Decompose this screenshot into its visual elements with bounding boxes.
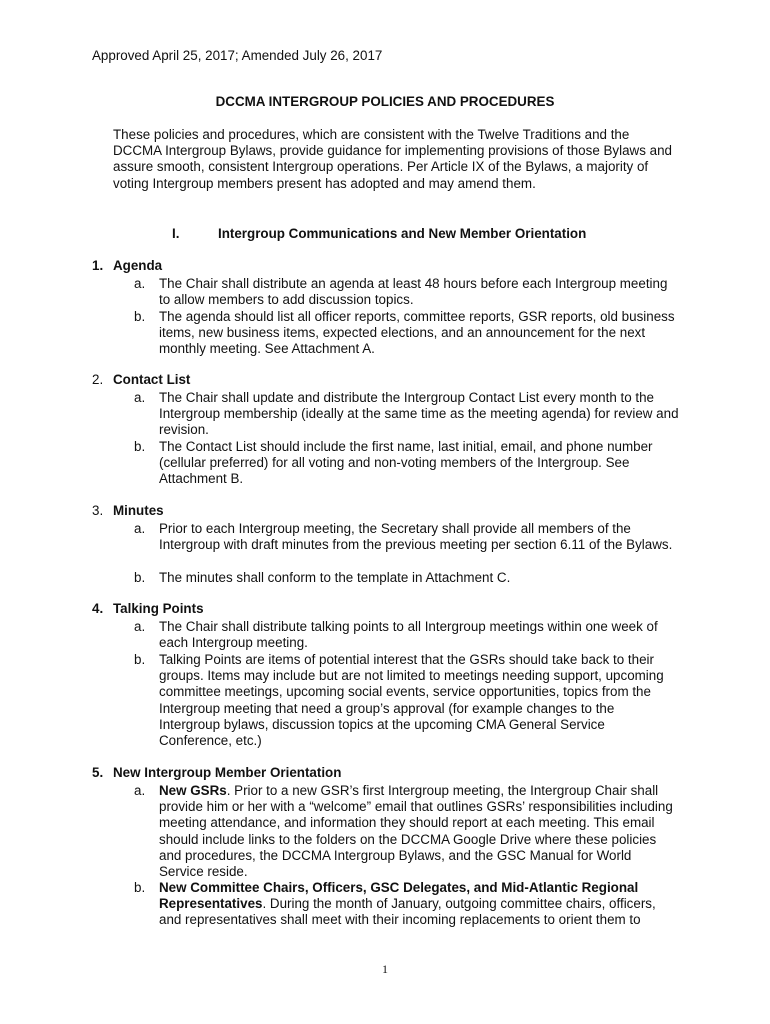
item-heading: 5. New Intergroup Member Orientation <box>92 765 342 780</box>
item-heading: 3. Minutes <box>92 503 164 518</box>
document-title: DCCMA INTERGROUP POLICIES AND PROCEDURES <box>215 94 555 109</box>
page-number: 1 <box>382 962 388 976</box>
intro-paragraph: These policies and procedures, which are consistent with the Twelve Traditions and the DCCMA Intergroup Bylaws, provide guidance for implementing provisions of those Bylaws and assure smooth, consistent Intergroup operations. Per Article IX of the Bylaws, a majority of voting Intergroup members present has adopted and may amend them. <box>113 127 672 191</box>
item-heading: 4. Talking Points <box>92 601 204 616</box>
item-heading: 2. Contact List <box>92 372 191 387</box>
section-title: Intergroup Communications and New Member Orientation <box>218 226 587 241</box>
section-number: I. <box>172 226 180 241</box>
approval-date: Approved April 25, 2017; Amended July 26, 2017 <box>92 48 383 63</box>
document-page: Approved April 25, 2017; Amended July 26, 2017 DCCMA INTERGROUP POLICIES AND PROCEDURES These policies and procedures, which are consistent with the Twelve Traditions and the DCCMA Intergroup Bylaws, provide guidance for implementing provisions of those Bylaws and assure smooth, consistent Intergroup operations. Per Article IX of the Bylaws, a majority of voting Intergroup members present has adopted and may amend them. I. Intergroup Communications and New Member Orientation 1. Agenda a. The Chair shall distribute an agenda at least 48 hours before each Intergroup meeting to allow members to add discussion topics. b. The agenda should list all officer reports, committee reports, GSR reports, old business items, new business items, expected elections, and an announcement for the next monthly meeting. See Attachment A. 2. Contact List a. The Chair shall update and distribute the Intergroup Contact List every month to the Intergroup membership (ideally at the same time as the meeting agenda) for review and revision. b. The Contact List should include the first name, last initial, email, and phone number (cellular preferred) for all voting and non-voting members of the Intergroup. See Attachment B. 3. Minutes a. Prior to each Intergroup meeting, the Secretary shall provide all members of the Intergroup with draft minutes from the previous meeting per section 6.11 of the Bylaws. b. The minutes shall conform to the template in Attachment C. 4. Talking Points a. The Chair shall distribute talking points to all Intergroup meetings within one week of each Intergroup meeting. b. Talking Points are items of potential interest that the GSRs should take back to their groups. Items may include but are not limited to meetings needing support, upcoming committee meetings, upcoming social events, service opportunities, topics from the Intergroup meeting that need a group’s approval (for example changes to the Intergroup bylaws, discussion topics at the upcoming CMA General Service Conference, etc.) 5. New Intergroup Member Orientation a. New GSRs. Prior to a new GSR’s first Intergroup meeting, the Intergroup Chair shall provide him or her with a “welcome” email that outlines GSRs’ responsibilities including meeting attendance, and information they should report at each meeting. This email should include links to the folders on the DCCMA Google Drive where these policies and procedures, the DCCMA Intergroup Bylaws, and the GSC Manual for World Service reside. b. New Committee Chairs, Officers, GSC Delegates, and Mid-Atlantic Regional Representatives. During the month of January, outgoing committee chairs, officers, and representatives shall meet with their incoming replacements to orient them to 1 <box>0 0 770 1024</box>
item-heading: 1. Agenda <box>92 258 163 273</box>
